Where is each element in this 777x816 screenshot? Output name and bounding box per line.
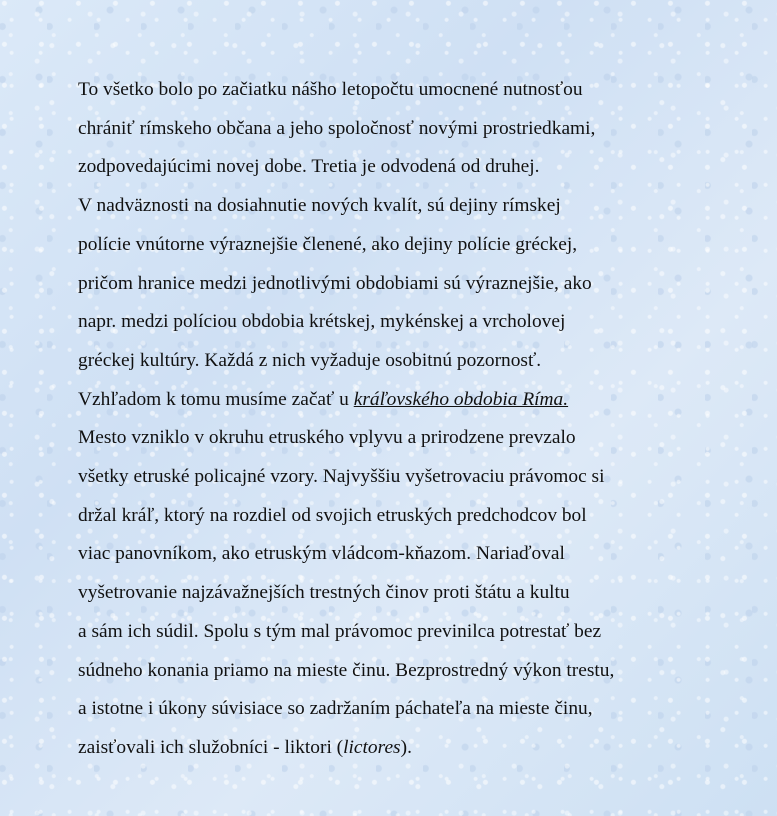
- royal-period-link[interactable]: kráľovského obdobia Ríma.: [353, 388, 569, 410]
- text-line: vyšetrovanie najzávažnejších trestných činov proti štátu a kultu: [78, 582, 570, 604]
- text-line: pričom hranice medzi jednotlivými obdobiami sú výraznejšie, ako: [78, 272, 592, 294]
- text-line: V nadväznosti na dosiahnutie nových kvalít, sú dejiny rímskej: [78, 195, 561, 217]
- text-line: zodpovedajúcimi novej dobe. Tretia je odvodená od druhej.: [78, 156, 540, 178]
- text-segment: zaisťovali ich služobníci - liktori (: [78, 736, 344, 758]
- latin-term: lictores: [343, 736, 401, 758]
- text-line: viac panovníkom, ako etruským vládcom-kňazom. Nariaďoval: [78, 543, 565, 565]
- text-line: a istotne i úkony súvisiace so zadržaním páchateľa na mieste činu,: [78, 698, 593, 720]
- text-line: polície vnútorne výraznejšie členené, ako dejiny polície gréckej,: [78, 233, 578, 255]
- text-line: všetky etruské policajné vzory. Najvyššiu vyšetrovaciu právomoc si: [78, 466, 605, 488]
- text-line: držal kráľ, ktorý na rozdiel od svojich etruských predchodcov bol: [78, 504, 587, 526]
- text-line-with-link: [78, 381, 768, 420]
- text-line: To všetko bolo po začiatku nášho letopočtu umocnené nutnosťou: [78, 79, 583, 100]
- text-line: Mesto vzniklo v okruhu etruského vplyvu a prirodzene prevzalo: [78, 427, 576, 449]
- text-line-with-latin-term: [78, 729, 768, 768]
- text-line: gréckej kultúry. Každá z nich vyžaduje osobitnú pozornosť.: [78, 349, 542, 371]
- text-segment: ).: [400, 736, 412, 758]
- text-line: chrániť rímskeho občana a jeho spoločnosť novými prostriedkami,: [78, 117, 596, 139]
- text-segment: Vzhľadom k tomu musíme začať u: [78, 388, 354, 410]
- document-body: [78, 71, 768, 768]
- text-line: súdneho konania priamo na mieste činu. Bezprostredný výkon trestu,: [78, 659, 615, 681]
- text-line: napr. medzi políciou obdobia krétskej, mykénskej a vrcholovej: [78, 311, 566, 333]
- text-line: a sám ich súdil. Spolu s tým mal právomoc previnilca potrestať bez: [78, 620, 602, 642]
